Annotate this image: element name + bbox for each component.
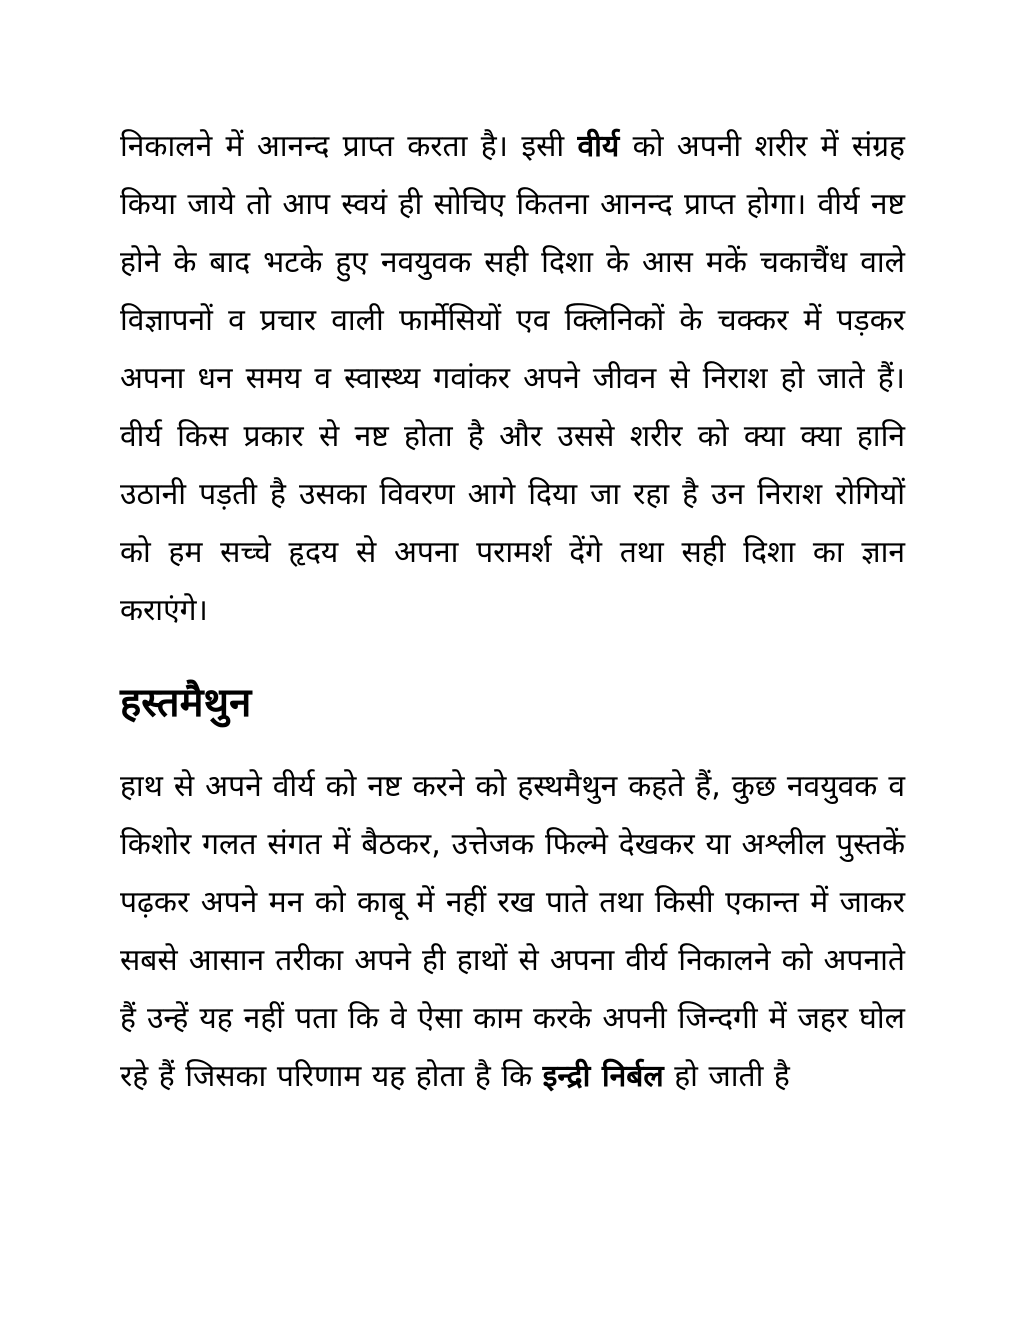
paragraph-intro-text-1: निकालने में आनन्द प्राप्त करता है। इसी xyxy=(120,129,578,164)
paragraph-intro-text-2: को अपनी शरीर में संग्रह किया जाये तो आप स्वयं ही सोचिए कितना आनन्द प्राप्त होगा। वीर्य नष्ट होने के बाद भटके हुए नवयुवक सही दिशा के आस मकें चकाचैंध वाले विज्ञापनों व प्रचार वाली फार्मेसियों एव क्लिनिकों के चक्कर में पड़कर अपना धन समय व स्वास्थ्य गवांकर अपने जीवन से निराश हो जाते हैं। वीर्य किस प्रकार से नष्ट होता है और उससे शरीर को क्या क्या हानि उठानी पड़ती है उसका विवरण आगे दिया जा रहा है उन निराश रोगियों को हम सच्चे हृदय से अपना परामर्श देंगे तथा सही दिशा का ज्ञान कराएंगे। xyxy=(120,129,905,628)
paragraph-masturbation-text-2: हो जाती है xyxy=(663,1059,790,1094)
bold-term-virya: वीर्य xyxy=(577,129,620,164)
paragraph-intro xyxy=(120,118,905,640)
section-heading: हस्तमैथुन xyxy=(120,680,252,726)
paragraph-masturbation-text-1: हाथ से अपने वीर्य को नष्ट करने को हस्थमैथुन कहते हैं, कुछ नवयुवक व किशोर गलत संगत में बैठकर, उत्तेजक फिल्मे देखकर या अश्लील पुस्तकें पढ़कर अपने मन को काबू में नहीं रख पाते तथा किसी एकान्त में जाकर सबसे आसान तरीका अपने ही हाथों से अपना वीर्य निकालने को अपनाते हैं उन्हें यह नहीं पता कि वे ऐसा काम करके अपनी जिन्दगी में जहर घोल रहे हैं जिसका परिणाम यह होता है कि xyxy=(120,769,905,1094)
bold-term-indri-nirbal: इन्द्री निर्बल xyxy=(542,1059,664,1094)
document-page xyxy=(120,118,905,1106)
paragraph-masturbation xyxy=(120,758,905,1106)
